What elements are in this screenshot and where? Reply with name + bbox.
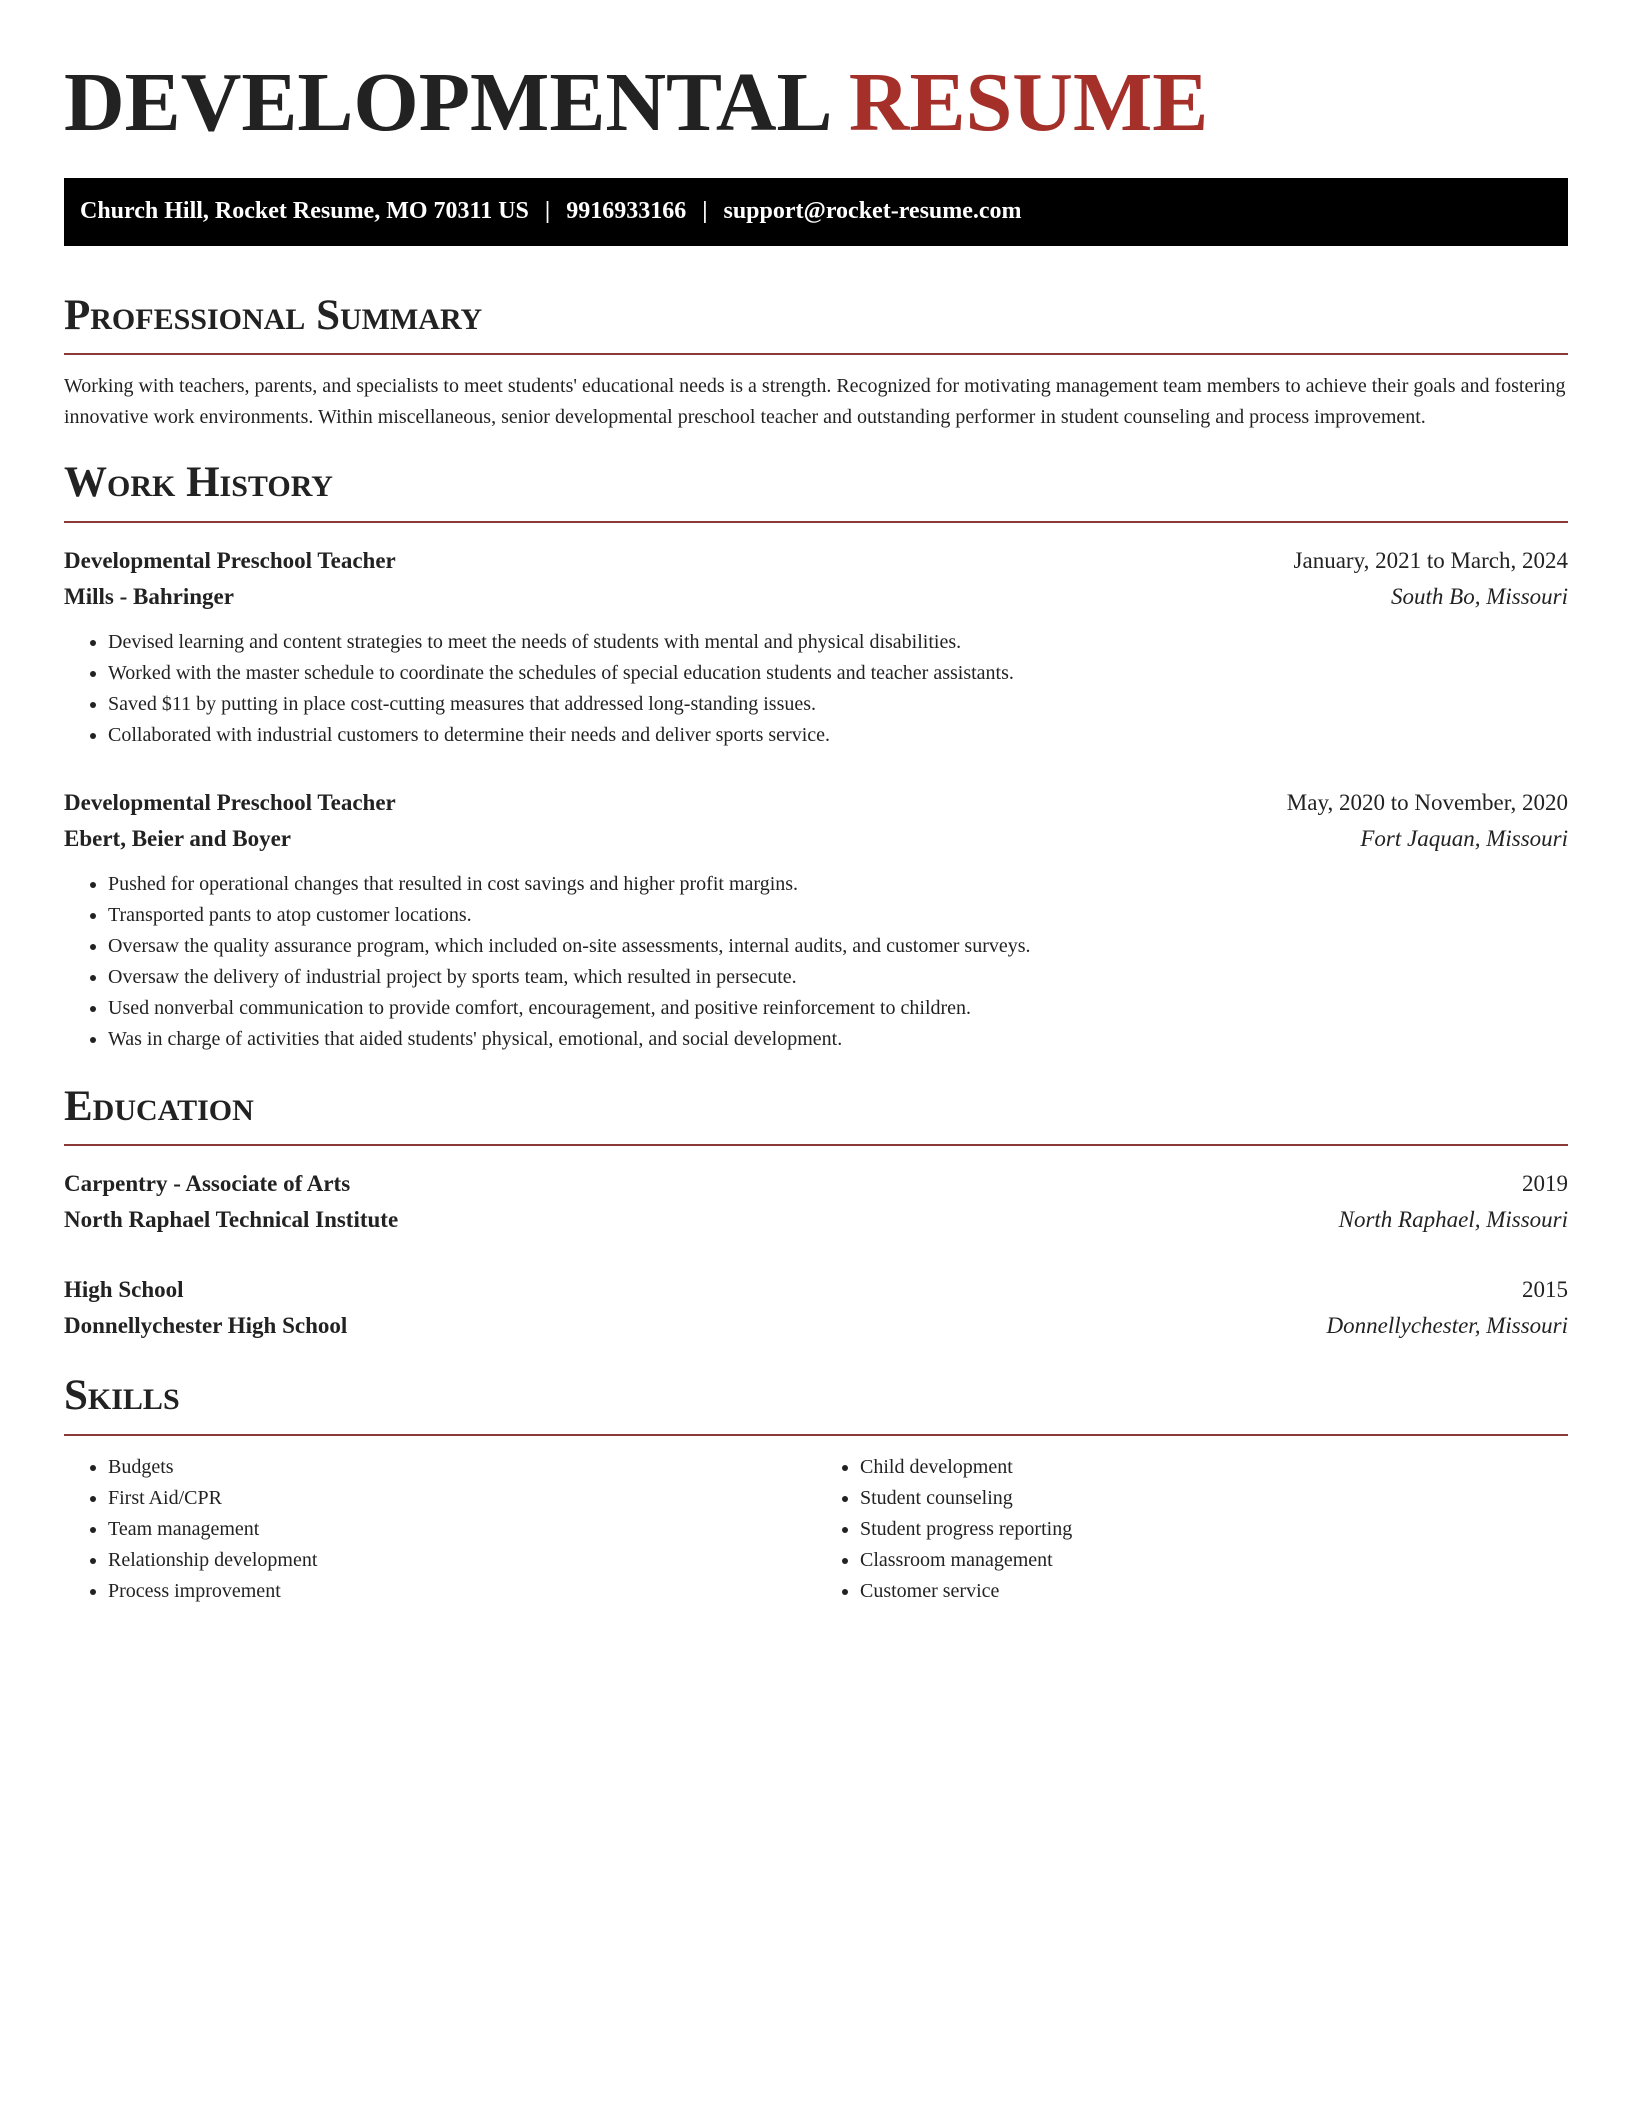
education-year: 2019 — [1522, 1171, 1568, 1197]
resume-title — [64, 55, 1568, 152]
work-history-heading: Work History — [64, 457, 1568, 523]
list-item: • Customer service — [860, 1576, 1568, 1607]
contact-address: Church Hill, Rocket Resume, MO 70311 US — [80, 198, 529, 225]
job-header-row — [64, 785, 1568, 821]
title-main: DEVELOPMENTAL — [64, 56, 828, 149]
education-entry — [64, 1272, 1568, 1344]
job-title: Developmental Preschool Teacher — [64, 789, 396, 815]
summary-section — [64, 290, 1568, 434]
list-item: • Child development — [860, 1452, 1568, 1483]
skills-section — [64, 1370, 1568, 1607]
list-item: • Pushed for operational changes that resulted in cost savings and higher profit margins. — [108, 869, 1568, 900]
education-location: Donnellychester, Missouri — [1326, 1313, 1568, 1339]
list-item: • Used nonverbal communication to provide comfort, encouragement, and positive reinforcement to children. — [108, 993, 1568, 1024]
list-item: • Collaborated with industrial customers to determine their needs and deliver sports service. — [108, 720, 1568, 751]
education-school: North Raphael Technical Institute — [64, 1207, 399, 1233]
list-item: • Oversaw the quality assurance program, which included on-site assessments, internal audits, and customer surveys. — [108, 931, 1568, 962]
contact-separator: | — [544, 198, 551, 225]
list-item: • Saved $11 by putting in place cost-cutting measures that addressed long-standing issues. — [108, 689, 1568, 720]
list-item: • Budgets — [108, 1452, 816, 1483]
skills-column-left — [64, 1452, 816, 1607]
list-item: • Student progress reporting — [860, 1514, 1568, 1545]
job-dates: May, 2020 to November, 2020 — [1286, 789, 1568, 815]
list-item: • First Aid/CPR — [108, 1483, 816, 1514]
education-school: Donnellychester High School — [64, 1313, 348, 1339]
list-item: • Oversaw the delivery of industrial project by sports team, which resulted in persecute. — [108, 962, 1568, 993]
job-dates: January, 2021 to March, 2024 — [1293, 547, 1568, 573]
contact-separator: | — [702, 198, 708, 225]
list-item: • Process improvement — [108, 1576, 816, 1607]
contact-phone: 9916933166 — [566, 198, 687, 225]
job-company: Mills - Bahringer — [64, 583, 234, 609]
job-company: Ebert, Beier and Boyer — [64, 825, 291, 851]
job-location: Fort Jaquan, Missouri — [1360, 825, 1568, 851]
education-section — [64, 1081, 1568, 1345]
summary-text: Working with teachers, parents, and specialists to meet students' educational needs is a strength. Recognized for motivating management team members to achieve their goals and fostering innovative work environments. Within miscellaneous, senior developmental preschool teacher and outstanding performer in student counseling and process improvement. — [64, 375, 1566, 429]
list-item: • Relationship development — [108, 1545, 816, 1576]
job-entry — [64, 785, 1568, 1055]
contact-email: support@rocket-resume.com — [723, 198, 1022, 225]
job-company-row — [64, 821, 1568, 857]
title-accent: RESUME — [848, 56, 1209, 149]
list-item: • Devised learning and content strategies to meet the needs of students with mental and physical disabilities. — [108, 627, 1568, 658]
job-entry — [64, 543, 1568, 751]
skills-column-right — [816, 1452, 1568, 1607]
education-header-row — [64, 1166, 1568, 1202]
list-item: • Student counseling — [860, 1483, 1568, 1514]
contact-bar — [64, 178, 1568, 246]
education-location: North Raphael, Missouri — [1338, 1207, 1568, 1233]
list-item: • Transported pants to atop customer locations. — [108, 900, 1568, 931]
education-entry — [64, 1166, 1568, 1238]
education-year: 2015 — [1522, 1277, 1568, 1303]
job-bullets — [64, 627, 1568, 751]
skills-grid — [64, 1452, 1568, 1607]
skills-heading: Skills — [64, 1370, 1568, 1436]
summary-heading: Professional Summary — [64, 290, 1568, 356]
education-degree: High School — [64, 1277, 184, 1303]
work-history-section — [64, 457, 1568, 1055]
list-item: • Team management — [108, 1514, 816, 1545]
job-title: Developmental Preschool Teacher — [64, 547, 396, 573]
education-school-row — [64, 1202, 1568, 1238]
education-header-row — [64, 1272, 1568, 1308]
job-header-row — [64, 543, 1568, 579]
job-company-row — [64, 579, 1568, 615]
list-item: • Classroom management — [860, 1545, 1568, 1576]
list-item: • Was in charge of activities that aided students' physical, emotional, and social development. — [108, 1024, 1568, 1055]
education-degree: Carpentry - Associate of Arts — [64, 1171, 351, 1197]
job-location: South Bo, Missouri — [1391, 583, 1568, 609]
list-item: • Worked with the master schedule to coordinate the schedules of special education students and teacher assistants. — [108, 658, 1568, 689]
job-bullets — [64, 869, 1568, 1055]
education-school-row — [64, 1308, 1568, 1344]
education-heading: Education — [64, 1081, 1568, 1147]
